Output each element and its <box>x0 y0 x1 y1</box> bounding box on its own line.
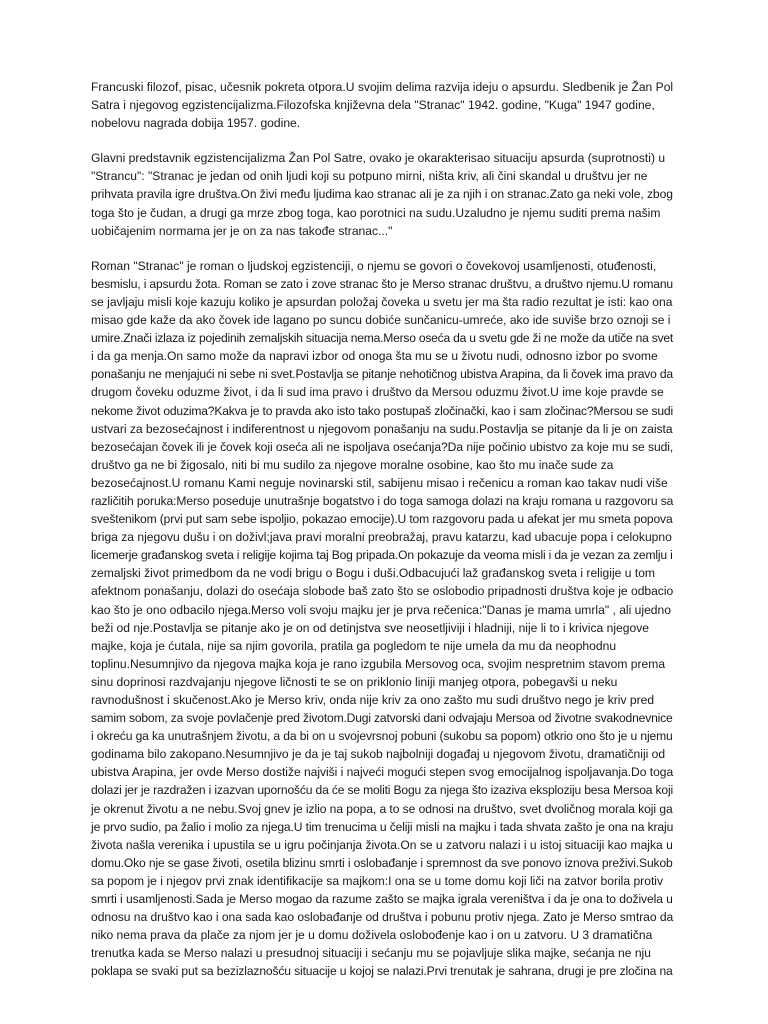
text-line: zemaljski život primedbom da ne vodi brigu o Bogu i duši.Odbacujući laž građanskog sveta i religije u tom <box>91 566 655 581</box>
text-line: toga što je čudan, a drugi ga mrze zbog toga, kao porotnici na sudu.Uzaludno je njemu suditi prema našim <box>91 205 661 220</box>
text-line: majke, koja je ćutala, nije sa njim govorila, pratila ga pogledom te nije umela da mu da neophodnu <box>91 638 617 653</box>
text-line: je prvo sudio, pa žalio i molio za njega.U tim trenucima u čeliji misli na majku i tada shvata zašto je ona na kraju <box>91 819 674 834</box>
text-line: niko nema prava da plače za njom jer je u domu doživela oslobođenje kao i on u zatvoru. U 3 dramatična <box>91 928 653 943</box>
text-line: sinu doprinosi razdvajanju njegove ličnosti te se on priklonio liniji manjeg otpora, pobegavši u neku <box>91 674 618 689</box>
text-line: poklapa se svaki put sa bezizlaznošću situacije u kojoj se nalazi.Prvi trenutak je sahrana, drugi je pre zločina na <box>91 964 673 979</box>
text-line: kao što je ono odbacilo njega.Merso voli svoju majku jer je prva rečenica:"Danas je mama umrla" , ali ujedno <box>91 602 671 617</box>
text-line: prihvata pravila igre društva.On živi među ljudima kao stranac ali je za njih i on stranac.Zato ga neki vole, zbog <box>91 187 673 202</box>
text-line: nobelovu nagrada dobija 1957. godine. <box>91 116 301 131</box>
text-line: godinama bilo zakopano.Nesumnjivo je da je taj sukob najbolniji događaj u njegovom životu, dramatičniji od <box>91 747 666 762</box>
text-line: Glavni predstavnik egzistencijalizma Žan Pol Satre, ovako je okarakterisao situaciju apsurda (suprotnosti) u <box>91 151 666 166</box>
text-line: je okrenut životu a ne nebu.Svoj gnev je izlio na popa, a to se odnosi na društvo, svet dvoličnog morala koji ga <box>91 801 673 816</box>
text-line: beži od nje.Postavlja se pitanje ako je on od detinjstva sve neosetljiviji i hladniji, nije li to i krivica njegove <box>91 620 649 635</box>
text-line: sa popom je i njegov prvi znak identifikacije sa majkom:I ona se u tome domu koji liči na zatvor borila protiv <box>91 873 664 888</box>
paragraph-2 <box>91 149 673 239</box>
text-line: Satra i njegovog egzistencijalizma.Filozofska književna dela "Stranac" 1942. godine, "Kuga" 1947 godine, <box>91 98 655 113</box>
text-line: drugom čoveku oduzme život, i da li sud ima pravo i društvo da Mersou oduzmu život.U ime koje pravde se <box>91 385 664 400</box>
text-line: odnosu na društvo kao i ona sada kao oslobađanje od društva i pobunu protiv njega. Zato je Merso smtrao da <box>91 910 674 925</box>
text-line: i da ga menja.On samo može da napravi izbor od onoga šta mu se u životu nudi, odnosno izbor po svome <box>91 349 658 364</box>
text-line: smrti i usamljenosti.Sada je Merso mogao da razume zašto se majka igrala vereništva i da je ona to doživela u <box>91 892 673 907</box>
text-line: nekome život oduzima?Kakva je to pravda ako isto tako postupaš zločinački, kao i sam zločinac?Mersou se sudi <box>91 403 673 418</box>
text-line: uobičajenim normama jer je on za nas takođe stranac..." <box>91 223 393 238</box>
text-line: ubistva Arapina, jer ovde Merso dostiže najviši i najveći mogući stepen svog emocijalnog ispoljavanja.Do toga <box>91 765 674 780</box>
text-line: misao gde kaže da ako čovek ide lagano po suncu dobiće sunčanicu-umreće, ako ide suviše brzo oznoji se i <box>91 313 671 328</box>
text-line: toplinu.Nesumnjivo da njegova majka koja je rano izgubila Mersovog oca, svojim nespretnim stavom prema <box>91 656 666 671</box>
text-line: različitih poruka:Merso poseduje unutrašnje bogatstvo i do toga samoga dolazi na kraju romana u razgovoru sa <box>91 493 674 508</box>
paragraph-3 <box>91 257 673 981</box>
text-line: licemerje građanskog sveta i religije kojima taj Bog pripada.On pokazuje da veoma misli i da je vezan za zemlju i <box>91 548 673 563</box>
text-line: sveštenikom (prvi put sam sebe ispoljio, pokazao emocije).U tom razgovoru pada u afekat jer mu smeta popova <box>91 512 673 527</box>
text-line: se javljaju misli koje kazuju koliko je apsurdan položaj čoveka u svetu jer ma šta radio rezultat je isti: kao ona <box>91 294 673 309</box>
text-line: društvo ga ne bi žigosalo, niti bi mu sudilo za njegove moralne osobine, kao što mu inače sude za <box>91 457 614 472</box>
paragraph-1 <box>91 78 673 132</box>
text-line: "Strancu": "Stranac je jedan od onih ljudi koji su potpuno mirni, ništa kriv, ali čini skandal u društvu jer ne <box>91 169 648 184</box>
text-line: života našla verenika i upustila se u igru počinjanja života.On se u zatvoru nalazi i u istoj situaciji kao majka u <box>91 837 673 852</box>
text-line: ustvari za bezosećajnost i indiferentnost u njegovom ponašanju na sudu.Postavlja se pitanje da li je on zaista <box>91 421 673 436</box>
text-line: i okreću ga ka unutrašnjem životu, a da bi on u svojevrsnoj pobuni (sukobu sa popom) otkrio ono što je u njemu <box>91 729 673 744</box>
text-line: besmislu, i apsurdu žota. Roman se zato i zove stranac što je Merso stranac društvu, a društvo njemu.U romanu <box>91 276 673 291</box>
text-line: trenutka kada se Merso nalazi u presudnoj situaciji i sećanju mu se pojavljuje slika majke, sećanja ne nju <box>91 946 651 961</box>
text-line: dolazi jer je razdražen i izazvan upornošću da će se moliti Bogu za njega što izaziva eksploziju besa Mersoa koji <box>91 783 673 798</box>
text-line: bezosećajan čovek ili je čovek koji oseća ali ne ispoljava osećanja?Da nije počinio ubistvo za koje mu se sudi, <box>91 439 674 454</box>
document-body <box>91 78 673 998</box>
text-line: samim sobom, za svoje povlačenje pred životom.Dugi zatvorski dani odvajaju Mersoa od životne svakodnevnice <box>91 711 673 726</box>
text-line: Roman "Stranac" je roman o ljudskoj egzistenciji, o njemu se govori o čovekovoj usamljenosti, otuđenosti, <box>91 258 657 273</box>
text-line: ravnodušnost i skučenost.Ako je Merso kriv, onda nije kriv za ono zašto mu sudi društvo nego je kriv pred <box>91 693 655 707</box>
text-line: bezosećajnost.U romanu Kami neguje novinarski stil, sabijenu misao i rečenicu a roman kao takav nudi više <box>91 475 668 490</box>
text-line: domu.Oko nje se gase životi, osetila blizinu smrti i oslobađanje i spremnost da sve ponovo iznova preživi.Sukob <box>91 855 673 870</box>
text-line: umire.Znači izlaza iz pojedinih zemaljskih situacija nema.Merso oseća da u svetu gde ži ne može da utiče na svet <box>91 331 674 346</box>
text-line: afektnom ponašanju, dolazi do osećaja slobode baš zato što se oslobodio pripadnosti društva koje je odbacio <box>91 584 674 599</box>
text-line: briga za njegovu dušu i on doživl;java pravi moralni preobražaj, pravu katarzu, kad ubacuje popa i celokupno <box>91 530 672 545</box>
text-line: Francuski filozof, pisac, učesnik pokreta otpora.U svojim delima razvija ideju o apsurdu. Sledbenik je Žan Pol <box>91 80 674 94</box>
text-line: ponašanju ne menjajući ni sebe ni svet.Postavlja se pitanje nehotičnog ubistva Arapina, da li čovek ima pravo da <box>91 367 673 382</box>
